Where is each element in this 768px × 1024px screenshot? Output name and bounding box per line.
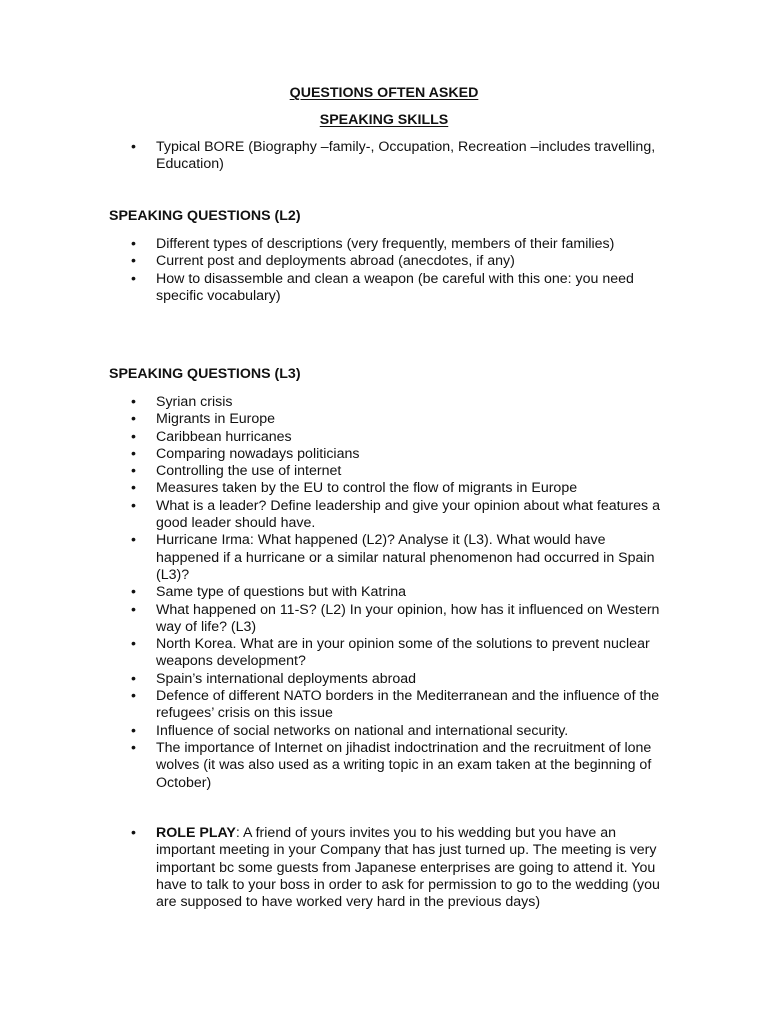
list-item [0, 463, 662, 480]
list-item-text: Same type of questions but with Katrina [156, 584, 406, 601]
section-heading-l2: SPEAKING QUESTIONS (L2) [109, 208, 301, 224]
bullet-icon: • [131, 270, 136, 287]
list-item-text: Typical BORE (Biography –family-, Occupation, Recreation –includes travelling, Education) [156, 139, 656, 173]
list-item [0, 236, 662, 253]
list-item [0, 636, 662, 671]
bullet-icon: • [131, 253, 136, 270]
list-item-text: North Korea. What are in your opinion some of the solutions to prevent nuclear weapons development? [156, 636, 650, 670]
bullet-icon: • [131, 139, 136, 155]
bullet-icon: • [131, 636, 136, 653]
list-item-text: Current post and deployments abroad (anecdotes, if any) [156, 253, 515, 270]
bullet-icon: • [131, 670, 136, 687]
list-item [0, 825, 662, 911]
list-item-text: How to disassemble and clean a weapon (be careful with this one: you need specific vocabulary) [156, 270, 634, 304]
list-item [0, 723, 662, 740]
role-play-list [0, 825, 662, 911]
list-item-text: Influence of social networks on national and international security. [156, 722, 569, 739]
bullet-icon: • [131, 688, 136, 705]
list-item [0, 139, 662, 174]
list-item-text: What is a leader? Define leadership and give your opinion about what features a good leader should have. [156, 497, 660, 532]
bullet-icon: • [131, 428, 136, 445]
list-item [0, 584, 662, 601]
list-item [0, 498, 662, 533]
list-item [0, 532, 662, 584]
list-item [0, 394, 662, 411]
bullet-icon: • [131, 601, 136, 618]
document-title: QUESTIONS OFTEN ASKED [289, 85, 479, 101]
list-item [0, 446, 662, 463]
list-item [0, 602, 662, 637]
list-item-text: Comparing nowadays politicians [156, 445, 360, 462]
list-item-text: Different types of descriptions (very frequently, members of their families) [156, 236, 615, 252]
list-item [0, 671, 662, 688]
bullet-icon: • [131, 480, 136, 497]
l2-question-list [0, 236, 662, 305]
list-item-text: What happened on 11-S? (L2) In your opinion, how has it influenced on Western way of life? (L3) [156, 601, 660, 635]
list-item-text: Controlling the use of internet [156, 463, 342, 480]
list-item [0, 411, 662, 428]
bullet-icon: • [131, 739, 136, 756]
bullet-icon: • [131, 497, 136, 514]
list-item [0, 429, 662, 446]
role-play-text: : A friend of yours invites you to his wedding but you have an important meeting in your Company that has just turned up. The meeting is very important bc some guests from Japanese enterprises are going to attend it. You have to talk to your boss in order to ask for permission to go to the wedding (you are supposed to have worked very hard in the previous days) [156, 825, 660, 911]
list-item-text: Hurricane Irma: What happened (L2)? Analyse it (L3). What would have happened if a hurricane or a similar natural phenomenon had occurred in Spain (L3)? [156, 532, 655, 583]
bullet-icon: • [131, 825, 136, 841]
list-item-text: Syrian crisis [156, 394, 233, 410]
section-heading-l3: SPEAKING QUESTIONS (L3) [109, 366, 301, 382]
intro-list [0, 139, 662, 174]
list-item-text: The importance of Internet on jihadist indoctrination and the recruitment of lone wolves (it was also used as a writing topic in an exam taken at the beginning of October) [156, 739, 652, 791]
bullet-icon: • [131, 445, 136, 462]
list-item [0, 480, 662, 497]
list-item [0, 688, 662, 723]
bullet-icon: • [131, 411, 136, 428]
list-item-text: Defence of different NATO borders in the Mediterranean and the influence of the refugees’ crisis on this issue [156, 688, 660, 722]
bullet-icon: • [131, 236, 136, 252]
bullet-icon: • [131, 463, 136, 480]
bullet-icon: • [131, 532, 136, 549]
l3-question-list [0, 394, 662, 792]
list-item-text: Spain’s international deployments abroad [156, 670, 417, 687]
document-subtitle: SPEAKING SKILLS [319, 112, 449, 128]
list-item-text: Measures taken by the EU to control the flow of migrants in Europe [156, 480, 578, 497]
list-item [0, 253, 662, 270]
list-item [0, 740, 662, 792]
list-item-text: Caribbean hurricanes [156, 428, 292, 445]
bullet-icon: • [131, 584, 136, 601]
role-play-label: ROLE PLAY [156, 825, 236, 841]
bullet-icon: • [131, 394, 136, 410]
list-item-text: Migrants in Europe [156, 411, 276, 428]
list-item [0, 271, 662, 306]
bullet-icon: • [131, 722, 136, 739]
